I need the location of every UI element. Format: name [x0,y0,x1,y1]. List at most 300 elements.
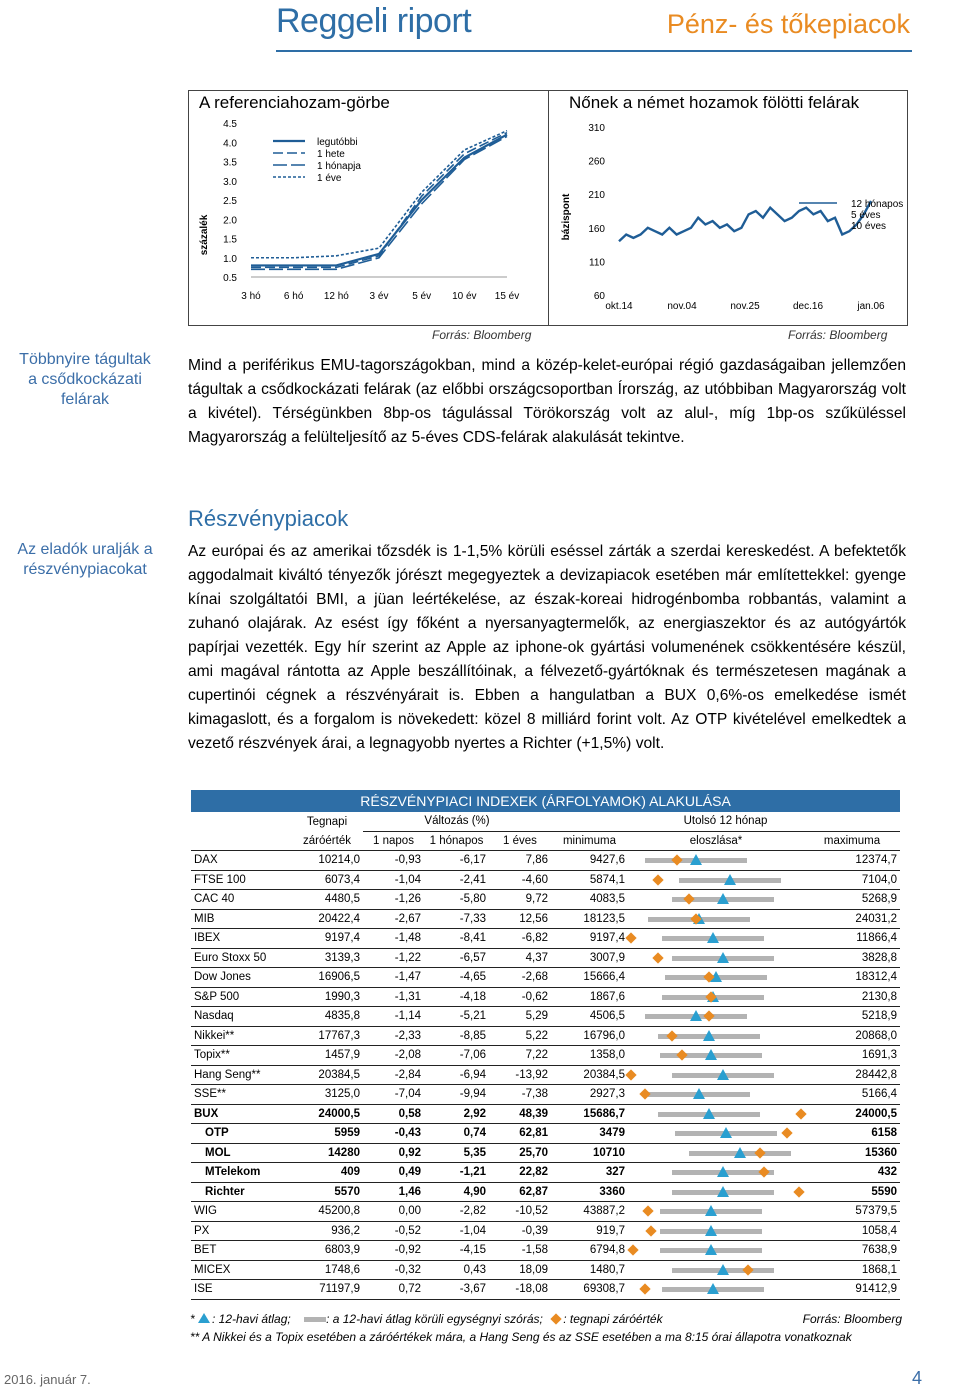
close-value: 3125,0 [291,1085,363,1105]
y-tick-label: 1.0 [223,253,237,265]
change-1m: 0,43 [424,1260,489,1280]
table-row [191,968,900,988]
y-tick-label: 3.5 [223,157,237,169]
min-value: 15666,4 [551,968,628,988]
change-1m: -7,06 [424,1046,489,1066]
last-close-marker [794,1186,805,1197]
side-note-cds [0,350,170,410]
y-tick-label: 260 [588,156,605,168]
max-value: 5268,9 [804,890,900,910]
max-value: 12374,7 [804,851,900,871]
table-title: RÉSZVÉNYPIACI INDEXEK (ÁRFOLYAMOK) ALAKULÁSA [191,790,900,812]
change-1d: -2,33 [363,1026,424,1046]
close-value: 4480,5 [291,890,363,910]
change-1d: 0,58 [363,1104,424,1124]
report-section: Pénz- és tőkepiacok [666,9,910,39]
index-name: DAX [191,851,291,871]
min-value: 4506,5 [551,1007,628,1027]
index-name: SSE** [191,1085,291,1105]
index-name: ISE [191,1280,291,1300]
last-close-marker [671,854,682,865]
last-close-marker [676,1049,687,1060]
average-marker [705,1049,717,1060]
table-row [191,1124,900,1144]
max-value: 18312,4 [804,968,900,988]
last-close-marker [639,1088,650,1099]
change-1d: 0,72 [363,1280,424,1300]
index-name: MICEX [191,1260,291,1280]
change-1m: -1,21 [424,1163,489,1183]
change-1y: -1,58 [489,1241,551,1261]
last-close-marker [782,1127,793,1138]
x-tick-label: 12 hó [323,291,349,302]
x-tick-label: okt.14 [605,301,633,312]
change-1d: -1,31 [363,987,424,1007]
change-1y: 25,70 [489,1143,551,1163]
index-name: WIG [191,1202,291,1222]
change-1d: -1,47 [363,968,424,988]
max-value: 5166,4 [804,1085,900,1105]
paragraph-cds: Mind a periférikus EMU-tagországokban, mind a közép-kelet-európai régió gazdaságaiban jellemzően tágultak a csődkockázati felárak (az előbbi országcsoportban Írország, az utóbbiban Magyarország volt a kivétel). Térségünkben 8bp-os tágulással Törökország volt az alul-, míg 1bp-os szűküléssel Magyarország a felülteljesítő az 5-éves CDS-felárak alakulását tekintve. [188,357,906,446]
close-value: 20422,4 [291,909,363,929]
min-value: 10710 [551,1143,628,1163]
table-row [191,1280,900,1300]
min-value: 69308,7 [551,1280,628,1300]
index-name: S&P 500 [191,987,291,1007]
distribution-cell [628,851,804,871]
legend-label: 10 éves [851,221,887,232]
average-marker [734,1147,746,1158]
last-close-marker [625,1069,636,1080]
average-marker [707,932,719,943]
series-line [251,135,507,266]
distribution-cell [628,948,804,968]
header-max: maximuma [804,831,900,851]
close-value: 3139,3 [291,948,363,968]
footnote-last: : tegnapi záróérték [563,1312,663,1326]
y-tick-label: 210 [588,190,605,202]
chart-title-right: Nőnek a német hozamok fölötti felárak [569,93,860,112]
close-value: 20384,5 [291,1065,363,1085]
last-close-marker [755,1147,766,1158]
close-value: 24000,5 [291,1104,363,1124]
average-marker [705,1225,717,1236]
distribution-cell [628,890,804,910]
index-name: Dow Jones [191,968,291,988]
change-1m: 2,92 [424,1104,489,1124]
header-1y: 1 éves [489,831,551,851]
average-marker [707,1283,719,1294]
table-row [191,1007,900,1027]
index-name: IBEX [191,929,291,949]
change-1y: -2,68 [489,968,551,988]
distribution-cell [628,929,804,949]
index-name: MOL [191,1143,291,1163]
change-1m: -2,82 [424,1202,489,1222]
last-close-marker [625,932,636,943]
average-marker [717,893,729,904]
min-value: 327 [551,1163,628,1183]
change-1y: 48,39 [489,1104,551,1124]
average-marker [690,1010,702,1021]
table-row [191,1182,900,1202]
header-1d: 1 napos [363,831,424,851]
legend-label: 1 hónapja [317,161,361,172]
max-value: 5590 [804,1182,900,1202]
change-1y: -7,38 [489,1085,551,1105]
average-marker [724,874,736,885]
last-close-marker [642,1205,653,1216]
change-1y: 5,22 [489,1026,551,1046]
side-note-line: részvénypiacokat [23,561,147,578]
x-tick-label: 3 év [369,291,389,302]
change-1d: -2,67 [363,909,424,929]
max-value: 28442,8 [804,1065,900,1085]
min-value: 16796,0 [551,1026,628,1046]
footnote-sd: : a 12-havi átlag körüli egységnyi szórás; [326,1312,543,1326]
min-value: 4083,5 [551,890,628,910]
last-close-marker [646,1225,657,1236]
change-1y: 4,37 [489,948,551,968]
index-name: Nasdaq [191,1007,291,1027]
index-name: Hang Seng** [191,1065,291,1085]
min-value: 1480,7 [551,1260,628,1280]
change-1d: 0,00 [363,1202,424,1222]
table-row [191,909,900,929]
page-date: 2016. január 7. [4,1372,91,1387]
change-1y: 18,09 [489,1260,551,1280]
index-name: Euro Stoxx 50 [191,948,291,968]
last-close-marker [653,952,664,963]
x-tick-label: 3 hó [241,291,261,302]
change-1m: -7,33 [424,909,489,929]
header-1m: 1 hónapos [424,831,489,851]
y-tick-label: 0.5 [223,273,237,284]
distribution-cell [628,968,804,988]
change-1m: -9,94 [424,1085,489,1105]
change-1y: 22,82 [489,1163,551,1183]
min-value: 15686,7 [551,1104,628,1124]
footnote-asia: ** A Nikkei és a Topix esetében a záróértékek mára, a Hang Seng és az SSE esetében a ma 8:15 órai állapotra vonatkoznak [190,1330,852,1344]
index-name: Nikkei** [191,1026,291,1046]
index-name: MIB [191,909,291,929]
close-value: 6803,9 [291,1241,363,1261]
average-marker [720,1127,732,1138]
last-close-marker [704,1010,715,1021]
average-marker [717,1166,729,1177]
min-value: 20384,5 [551,1065,628,1085]
distribution-cell [628,1280,804,1300]
x-tick-label: dec.16 [792,301,824,312]
change-1y: -18,08 [489,1280,551,1300]
footnote-legend [190,1312,902,1326]
y-tick-label: 4.0 [223,138,237,150]
max-value: 2130,8 [804,987,900,1007]
last-close-marker [639,1283,650,1294]
change-1d: 0,92 [363,1143,424,1163]
average-marker [717,1264,729,1275]
average-marker [705,1244,717,1255]
change-1m: -8,85 [424,1026,489,1046]
change-1y: 62,87 [489,1182,551,1202]
max-value: 3828,8 [804,948,900,968]
change-1d: -1,04 [363,870,424,890]
x-tick-label: 5 év [412,291,432,302]
change-1d: -1,48 [363,929,424,949]
distribution-cell [628,1260,804,1280]
x-tick-label: nov.25 [730,301,760,312]
spread-chart [549,117,907,323]
header-change: Változás (%) [363,812,551,831]
charts-box [188,90,908,326]
index-name: MTelekom [191,1163,291,1183]
index-name: OTP [191,1124,291,1144]
min-value: 3360 [551,1182,628,1202]
distribution-cell [628,870,804,890]
table-row [191,1065,900,1085]
last-close-marker [683,893,694,904]
min-value: 9427,6 [551,851,628,871]
min-value: 43887,2 [551,1202,628,1222]
index-name: BET [191,1241,291,1261]
change-1d: -0,52 [363,1221,424,1241]
close-value: 10214,0 [291,851,363,871]
x-tick-label: 15 év [494,291,520,302]
change-1y: 5,29 [489,1007,551,1027]
y-axis-label: bázispont [561,193,572,241]
max-value: 7104,0 [804,870,900,890]
last-close-marker [758,1166,769,1177]
change-1m: -1,04 [424,1221,489,1241]
change-1d: -1,14 [363,1007,424,1027]
distribution-cell [628,909,804,929]
change-1m: -4,65 [424,968,489,988]
x-tick-label: nov.04 [667,301,697,312]
change-1d: -2,08 [363,1046,424,1066]
min-value: 919,7 [551,1221,628,1241]
close-value: 1990,3 [291,987,363,1007]
table-row [191,870,900,890]
last-close-marker [666,1030,677,1041]
table-row [191,1260,900,1280]
close-value: 5959 [291,1124,363,1144]
y-tick-label: 3.0 [223,176,237,188]
change-1m: -5,21 [424,1007,489,1027]
average-marker [717,952,729,963]
table-row [191,851,900,871]
y-tick-label: 1.5 [223,234,237,246]
y-tick-label: 4.5 [223,119,237,130]
max-value: 1868,1 [804,1260,900,1280]
close-value: 1748,6 [291,1260,363,1280]
change-1d: -0,92 [363,1241,424,1261]
footnote-avg: : 12-havi átlag; [212,1312,291,1326]
section-title-equity: Részvénypiacok [188,506,349,531]
footnote-star: * [190,1312,199,1326]
close-value: 4835,8 [291,1007,363,1027]
report-title: Reggeli riport [276,2,472,40]
close-value: 1457,9 [291,1046,363,1066]
header-min: minimuma [551,831,628,851]
max-value: 7638,9 [804,1241,900,1261]
y-tick-label: 2.0 [223,215,237,227]
table-row [191,1026,900,1046]
max-value: 24031,2 [804,909,900,929]
min-value: 3479 [551,1124,628,1144]
change-1m: -5,80 [424,890,489,910]
min-value: 2927,3 [551,1085,628,1105]
close-value: 409 [291,1163,363,1183]
average-marker [703,1108,715,1119]
y-axis-label: százalék [199,214,210,256]
max-value: 1058,4 [804,1221,900,1241]
side-note-equity [0,540,170,580]
paragraph-equity: Az európai és az amerikai tőzsdék is 1-1,5% körüli eséssel zárták a szerdai kereskedést. A befektetők aggodalmait kiváltó tényezők jórészt megegyeztek a devizapiacok esetében már említettekkel: gyenge kínai szolgáltatói BMI, a jüan leértékelése, az észak-koreai hidrogénbomba robbantás, valamint a zuhanó olajárak. Az esést így főként a nyersanyagtermelők, az energiaszektor és az autógyártók papírjai vezették. Egy hír szerint az Apple az iphone-ok gyártási volumenének csökkentésére készül, ami magával rántotta az Apple beszállítóinak, a félvezető-gyártóknak és természetesen magának a cupertinói cégnek a részvényárait is. Ebben a hangulatban a BUX 0,6%-os emelkedése ismét kimagaslott, és a forgalom is növekedett: közel 8 milliárd forint volt. Az OTP kivételével emelkedtek a vezető részvények árai, a legnagyobb nyertes a Richter (+1,5%) volt. [188,543,906,752]
last-close-marker [627,1244,638,1255]
max-value: 57379,5 [804,1202,900,1222]
max-value: 6158 [804,1124,900,1144]
distribution-cell [628,1026,804,1046]
max-value: 5218,9 [804,1007,900,1027]
last-close-marker [743,1264,754,1275]
close-value: 5570 [291,1182,363,1202]
min-value: 5874,1 [551,870,628,890]
distribution-cell [628,1104,804,1124]
min-value: 6794,8 [551,1241,628,1261]
y-tick-label: 110 [589,257,605,269]
index-name: PX [191,1221,291,1241]
close-value: 936,2 [291,1221,363,1241]
y-tick-label: 310 [588,123,605,134]
header-rule [276,50,912,52]
distribution-cell [628,1007,804,1027]
side-note-line: felárak [60,391,110,408]
distribution-cell [628,1182,804,1202]
index-name: CAC 40 [191,890,291,910]
index-table [191,790,900,1300]
change-1m: -6,57 [424,948,489,968]
max-value: 11866,4 [804,929,900,949]
table-row [191,1104,900,1124]
distribution-cell [628,1202,804,1222]
series-line [619,201,871,241]
x-tick-label: 6 hó [283,291,304,302]
change-1y: 7,22 [489,1046,551,1066]
x-tick-label: 10 év [452,291,477,302]
table-row [191,1221,900,1241]
legend-label: 5 éves [851,210,881,221]
y-tick-label: 60 [593,291,605,302]
change-1y: -0,62 [489,987,551,1007]
legend-label: 12 hónapos [851,199,904,210]
header-close: Tegnapi [306,815,348,828]
distribution-cell [628,987,804,1007]
change-1d: -2,84 [363,1065,424,1085]
change-1d: -7,04 [363,1085,424,1105]
triangle-icon [198,1313,210,1323]
y-tick-label: 160 [588,223,605,235]
change-1y: -4,60 [489,870,551,890]
table-row [191,1143,900,1163]
change-1y: -6,82 [489,929,551,949]
series-line [251,131,507,258]
table-row [191,987,900,1007]
header-close-2: záróérték [291,831,363,851]
change-1m: -4,15 [424,1241,489,1261]
change-1d: -0,32 [363,1260,424,1280]
change-1y: 62,81 [489,1124,551,1144]
change-1m: -2,41 [424,870,489,890]
distribution-cell [628,1065,804,1085]
legend-label: 1 hete [317,149,345,160]
change-1d: -1,26 [363,890,424,910]
y-tick-label: 2.5 [223,196,237,207]
header-dist: eloszlása* [628,831,804,851]
page-number: 4 [911,1368,922,1388]
yield-curve-chart [189,117,547,323]
table-row [191,948,900,968]
min-value: 9197,4 [551,929,628,949]
change-1m: -4,18 [424,987,489,1007]
table-row [191,1163,900,1183]
change-1y: 9,72 [489,890,551,910]
average-marker [717,1186,729,1197]
change-1y: -0,39 [489,1221,551,1241]
max-value: 15360 [804,1143,900,1163]
chart-source-left: Forrás: Bloomberg [432,328,532,342]
chart-source-right: Forrás: Bloomberg [788,328,888,342]
change-1m: -8,41 [424,929,489,949]
change-1d: -1,22 [363,948,424,968]
average-marker [717,1069,729,1080]
distribution-cell [628,1163,804,1183]
change-1d: -0,93 [363,851,424,871]
average-marker [703,1030,715,1041]
distribution-cell [628,1221,804,1241]
average-marker [690,854,702,865]
distribution-cell [628,1143,804,1163]
min-value: 1867,6 [551,987,628,1007]
change-1m: -6,94 [424,1065,489,1085]
legend-label: 1 éve [317,173,342,184]
change-1d: 0,49 [363,1163,424,1183]
distribution-cell [628,1124,804,1144]
max-value: 20868,0 [804,1026,900,1046]
bar-icon [304,1317,326,1322]
index-name: Topix** [191,1046,291,1066]
header-12m: Utolsó 12 hónap [551,812,900,831]
change-1m: 5,35 [424,1143,489,1163]
table-row [191,929,900,949]
change-1m: -3,67 [424,1280,489,1300]
close-value: 71197,9 [291,1280,363,1300]
close-value: 45200,8 [291,1202,363,1222]
min-value: 1358,0 [551,1046,628,1066]
average-marker [693,1088,705,1099]
table-row [191,1241,900,1261]
series-line [251,136,507,269]
change-1y: 7,86 [489,851,551,871]
min-value: 3007,9 [551,948,628,968]
close-value: 6073,4 [291,870,363,890]
change-1d: -0,43 [363,1124,424,1144]
max-value: 24000,5 [804,1104,900,1124]
chart-title-left: A referenciahozam-görbe [199,93,390,112]
table-row [191,1202,900,1222]
change-1d: 1,46 [363,1182,424,1202]
distribution-cell [628,1085,804,1105]
x-tick-label: jan.06 [857,301,885,312]
